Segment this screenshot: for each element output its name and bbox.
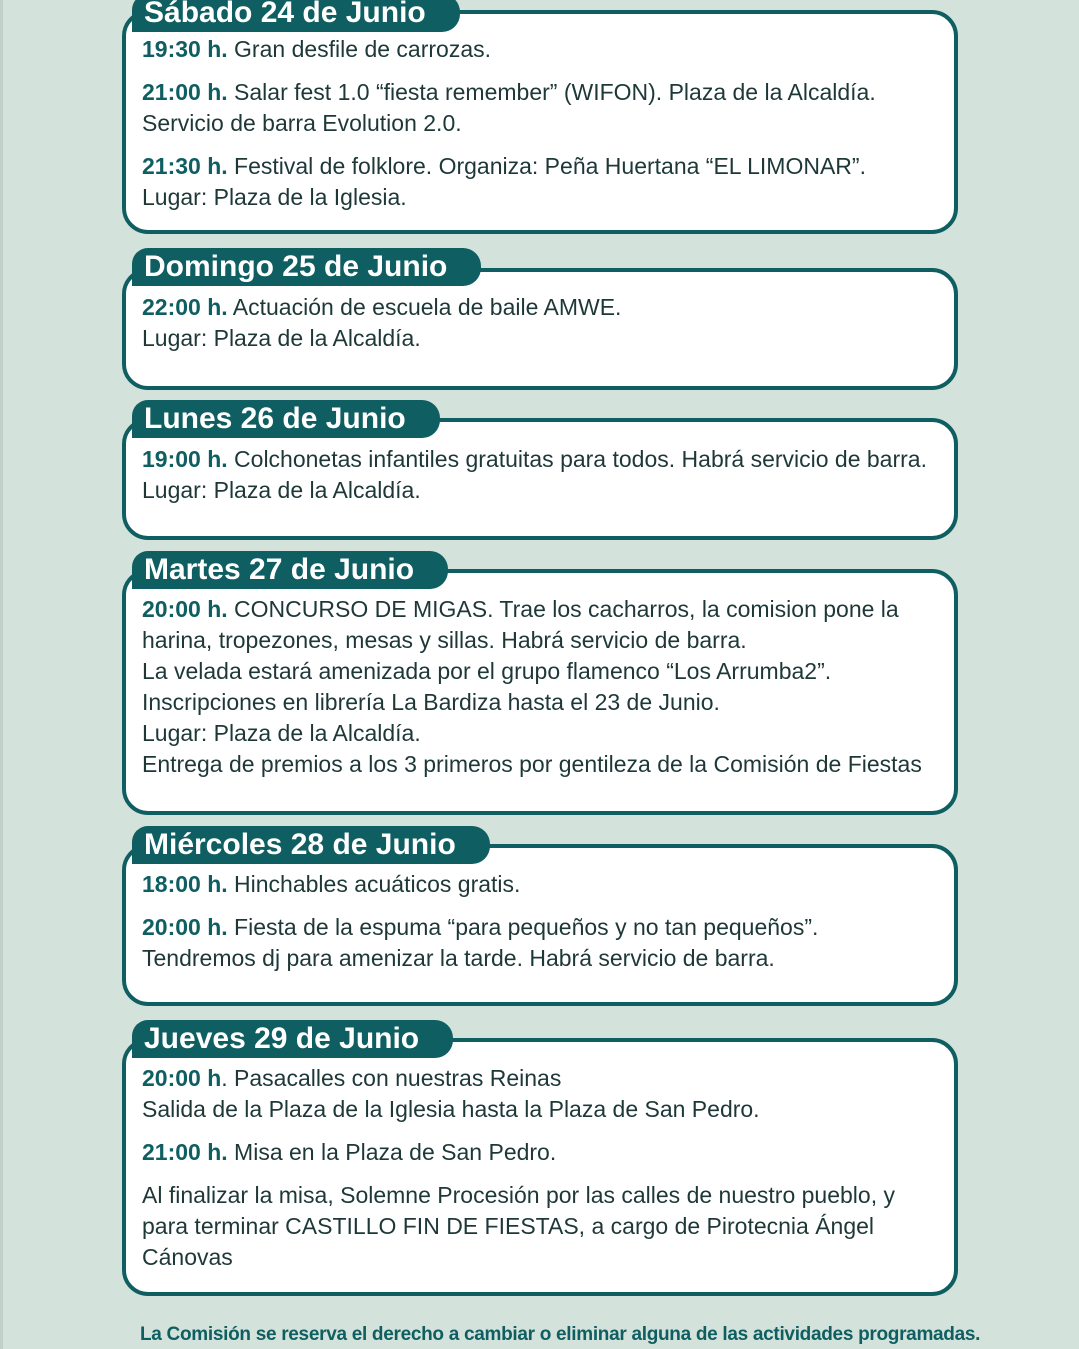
event-text: Salida de la Plaza de la Iglesia hasta la Plaza de San Pedro. xyxy=(142,1096,760,1122)
day-events xyxy=(142,869,948,974)
event-time: 20:00 h. xyxy=(142,596,228,622)
event-item xyxy=(142,1180,948,1273)
event-text: Lugar: Plaza de la Iglesia. xyxy=(142,184,407,210)
event-text: Servicio de barra Evolution 2.0. xyxy=(142,110,462,136)
event-text: Lugar: Plaza de la Alcaldía. xyxy=(142,720,421,746)
day-section-domingo-25 xyxy=(122,248,958,390)
page-edge xyxy=(0,0,3,1349)
day-title: Martes 27 de Junio xyxy=(132,551,448,589)
event-item xyxy=(142,1063,948,1125)
day-title: Domingo 25 de Junio xyxy=(132,248,481,286)
day-events xyxy=(142,34,948,213)
event-item xyxy=(142,912,948,974)
event-text: para terminar CASTILLO FIN DE FIESTAS, a cargo de Pirotecnia Ángel xyxy=(142,1213,875,1239)
day-section-sabado-24 xyxy=(122,0,958,234)
event-item xyxy=(142,77,948,139)
day-title: Jueves 29 de Junio xyxy=(132,1020,453,1058)
day-events xyxy=(142,594,954,780)
event-text: Salar fest 1.0 “fiesta remember” (WIFON). Plaza de la Alcaldía. xyxy=(234,79,876,105)
day-section-lunes-26 xyxy=(122,400,958,540)
day-events xyxy=(142,292,948,354)
event-text: . Pasacalles con nuestras Reinas xyxy=(221,1065,562,1091)
event-time: 18:00 h. xyxy=(142,871,228,897)
event-time: 21:00 h. xyxy=(142,79,228,105)
event-item xyxy=(142,869,948,900)
event-text: La velada estará amenizada por el grupo flamenco “Los Arrumba2”. xyxy=(142,658,832,684)
day-title: Lunes 26 de Junio xyxy=(132,400,440,438)
day-events xyxy=(142,444,954,506)
event-time: 22:00 h. xyxy=(142,294,228,320)
event-item xyxy=(142,292,948,354)
event-text: Lugar: Plaza de la Alcaldía. xyxy=(142,477,421,503)
day-title: Miércoles 28 de Junio xyxy=(132,826,490,864)
event-text: Tendremos dj para amenizar la tarde. Habrá servicio de barra. xyxy=(142,945,775,971)
event-item xyxy=(142,1137,948,1168)
event-item xyxy=(142,34,948,65)
event-item xyxy=(142,444,954,506)
day-events xyxy=(142,1063,948,1273)
footer-note: La Comisión se reserva el derecho a cambiar o eliminar alguna de las actividades programadas. xyxy=(140,1324,981,1345)
day-title: Sábado 24 de Junio xyxy=(132,0,460,32)
day-section-miercoles-28 xyxy=(122,826,958,1006)
event-text: Misa en la Plaza de San Pedro. xyxy=(234,1139,557,1165)
event-text: Actuación de escuela de baile AMWE. xyxy=(232,294,622,320)
event-time: 20:00 h xyxy=(142,1065,222,1091)
event-text: Colchonetas infantiles gratuitas para todos. Habrá servicio de barra. xyxy=(234,446,927,472)
event-text: CONCURSO DE MIGAS. Trae los cacharros, la comision pone la xyxy=(234,596,899,622)
day-section-jueves-29 xyxy=(122,1020,958,1296)
event-time: 19:00 h. xyxy=(142,446,228,472)
event-item xyxy=(142,151,948,213)
event-text: Inscripciones en librería La Bardiza hasta el 23 de Junio. xyxy=(142,689,720,715)
event-text: Entrega de premios a los 3 primeros por gentileza de la Comisión de Fiestas xyxy=(142,751,922,777)
event-time: 20:00 h. xyxy=(142,914,228,940)
event-text: harina, tropezones, mesas y sillas. Habrá servicio de barra. xyxy=(142,627,747,653)
event-text: Fiesta de la espuma “para pequeños y no tan pequeños”. xyxy=(234,914,819,940)
event-time: 19:30 h. xyxy=(142,36,228,62)
day-section-martes-27 xyxy=(122,551,958,815)
event-text: Al finalizar la misa, Solemne Procesión por las calles de nuestro pueblo, y xyxy=(142,1182,895,1208)
event-item xyxy=(142,594,954,780)
event-text: Festival de folklore. Organiza: Peña Huertana “EL LIMONAR”. xyxy=(234,153,866,179)
event-text: Gran desfile de carrozas. xyxy=(234,36,491,62)
event-time: 21:30 h. xyxy=(142,153,228,179)
event-text: Cánovas xyxy=(142,1244,233,1270)
event-text: Lugar: Plaza de la Alcaldía. xyxy=(142,325,421,351)
event-text: Hinchables acuáticos gratis. xyxy=(234,871,521,897)
event-time: 21:00 h. xyxy=(142,1139,228,1165)
